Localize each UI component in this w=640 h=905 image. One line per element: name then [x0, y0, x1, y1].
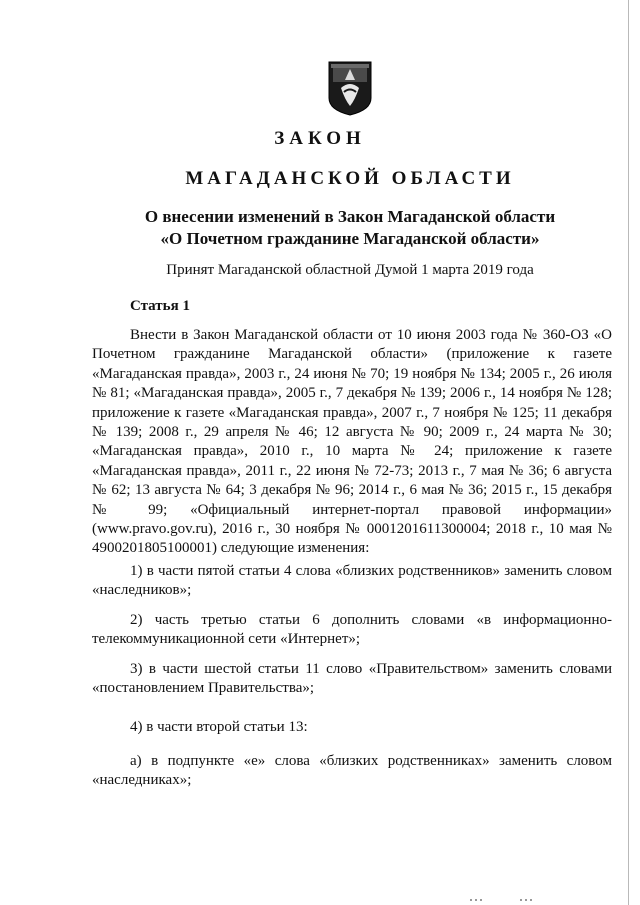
region-title: МАГАДАНСКОЙ ОБЛАСТИ: [185, 168, 515, 189]
scan-artifact: [520, 899, 532, 901]
subtitle-line-1: О внесении изменений в Закон Магаданской области: [144, 207, 556, 226]
amendment-item-2: 2) часть третью статьи 6 дополнить словами «в информационно-телекоммуникационной сети «Интернет»;: [92, 612, 612, 648]
scan-artifact: [470, 899, 482, 901]
law-subtitle: [40, 206, 640, 250]
coat-of-arms-icon: [327, 60, 373, 116]
amendment-subitem-a: а) в подпункте «е» слова «близких родственниках» заменить словом «наследниках»;: [92, 753, 612, 789]
law-title: ЗАКОН: [274, 128, 366, 149]
article-heading: Статья 1: [130, 298, 190, 314]
amendment-item-4: 4) в части второй статьи 13:: [130, 719, 308, 735]
article-intro-paragraph: Внести в Закон Магаданской области от 10 июня 2003 года № 360-ОЗ «О Почетном гражданине Магаданской области» (приложение к газете «Магаданская правда», 2003 г., 24 июня № 70; 19 ноября № 134; 2005 г., 26 июля № 81; «Магаданская правда», 2005 г., 7 декабря № 139; 2006 г., 14 ноября № 128; приложение к газете «Магаданская правда», 2007 г., 7 ноября № 125; 11 декабря № 139; 2008 г., 29 апреля № 46; 12 августа № 90; 2009 г., 24 марта № 30; «Магаданская правда», 2010 г., 10 марта № 24; приложение к газете «Магаданская правда», 2011 г., 22 июня № 72-73; 2013 г., 7 мая № 36; 6 августа № 62; 13 августа № 64; 3 декабря № 96; 2014 г., 6 мая № 36; 2015 г., 15 декабря № 99; «Официальный интернет-портал правовой информации» (www.pravo.gov.ru), 2016 г., 30 ноября № 0001201611300004; 2018 г., 10 мая № 4900201805100001) следующие изменения:: [92, 327, 612, 557]
amendment-item-1: 1) в части пятой статьи 4 слова «близких родственников» заменить словом «наследников»;: [92, 563, 612, 599]
subtitle-line-2: «О Почетном гражданине Магаданской области»: [160, 229, 540, 248]
amendment-item-3: 3) в части шестой статьи 11 слово «Правительством» заменить словами «постановлением Правительства»;: [92, 661, 612, 697]
adoption-note: Принят Магаданской областной Думой 1 марта 2019 года: [166, 262, 534, 278]
